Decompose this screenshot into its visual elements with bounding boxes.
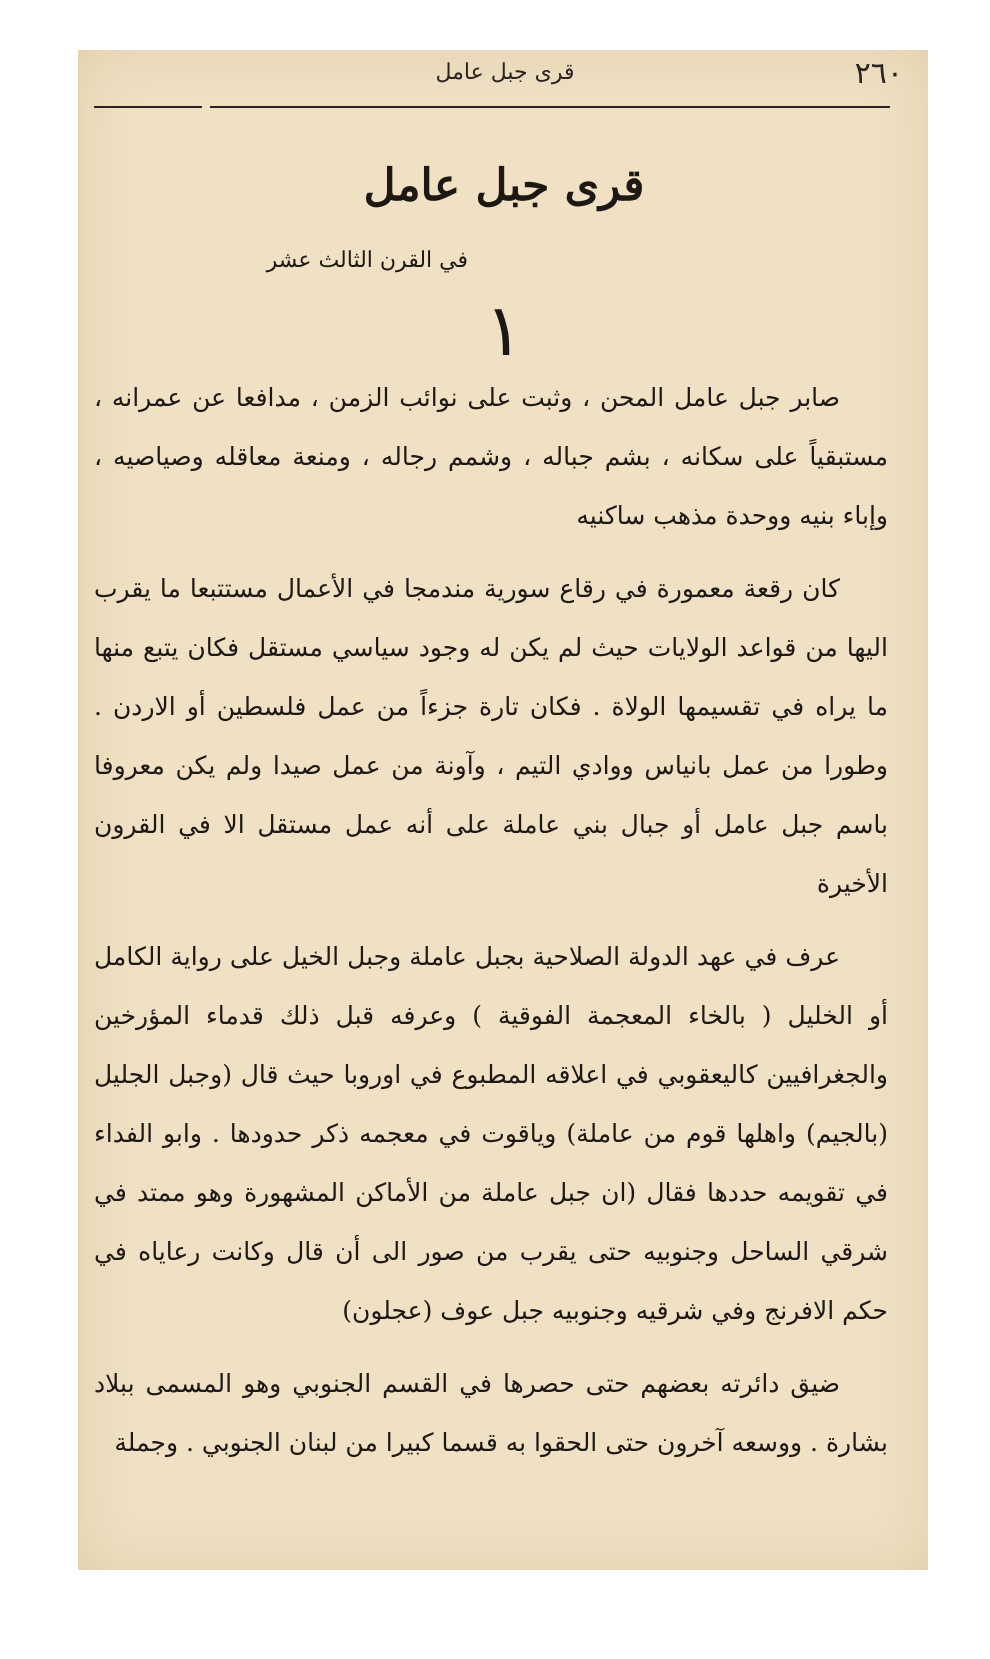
- section-number: ١: [484, 288, 524, 372]
- paragraph-1: صابر جبل عامل المحن ، وثبت على نوائب الزمن ، مدافعا عن عمرانه ، مستبقياً على سكانه ، بشم جباله ، وشمم رجاله ، ومنعة معاقله وصياصيه ، وإباء بنيه ووحدة مذهب ساكنيه: [94, 383, 888, 530]
- chapter-subtitle: في القرن الثالث عشر: [266, 248, 468, 273]
- running-head: قرى جبل عامل: [435, 60, 575, 85]
- page-header: [80, 50, 928, 100]
- paragraph-4: ضيق دائرته بعضهم حتى حصرها في القسم الجنوبي وهو المسمى ببلاد بشارة . ووسعه آخرون حتى الحقوا به قسما كبيرا من لبنان الجنوبي . وجملة: [94, 1369, 888, 1457]
- paragraph-3: عرف في عهد الدولة الصلاحية بجبل عاملة وجبل الخيل على رواية الكامل أو الخليل ( بالخاء المعجمة الفوقية ) وعرفه قبل ذلك قدماء المؤرخين والجغرافيين كاليعقوبي في اعلاقه المطبوع في اوروبا حيث قال (وجبل الجليل (بالجيم) واهلها قوم من عاملة) وياقوت في معجمه ذكر حدودها . وابو الفداء في تقويمه حددها فقال (ان جبل عاملة من الأماكن المشهورة وهو ممتد في شرقي الساحل وجنوبيه حتى يقرب من صور الى أن قال وكانت رعاياه في حكم الافرنج وفي شرقيه وجنوبيه جبل عوف (عجلون): [94, 942, 888, 1325]
- header-rule-right: [210, 106, 890, 108]
- page-number: ٢٦٠: [854, 56, 903, 91]
- header-rule-left: [94, 106, 202, 108]
- body-text: [94, 368, 888, 1486]
- book-page: [78, 50, 928, 1570]
- paragraph-2: كان رقعة معمورة في رقاع سورية مندمجا في الأعمال مستتبعا ما يقرب اليها من قواعد الولايات حيث لم يكن له وجود سياسي مستقل فكان يتبع منها ما يراه في تقسيمها الولاة . فكان تارة جزءاً من عمل فلسطين أو الاردن . وطورا من عمل بانياس ووادي التيم ، وآونة من عمل صيدا ولم يكن معروفا باسم جبل عامل أو جبال بني عاملة على أنه عمل مستقل الا في القرون الأخيرة: [94, 574, 888, 898]
- chapter-title: قرى جبل عامل: [363, 160, 645, 211]
